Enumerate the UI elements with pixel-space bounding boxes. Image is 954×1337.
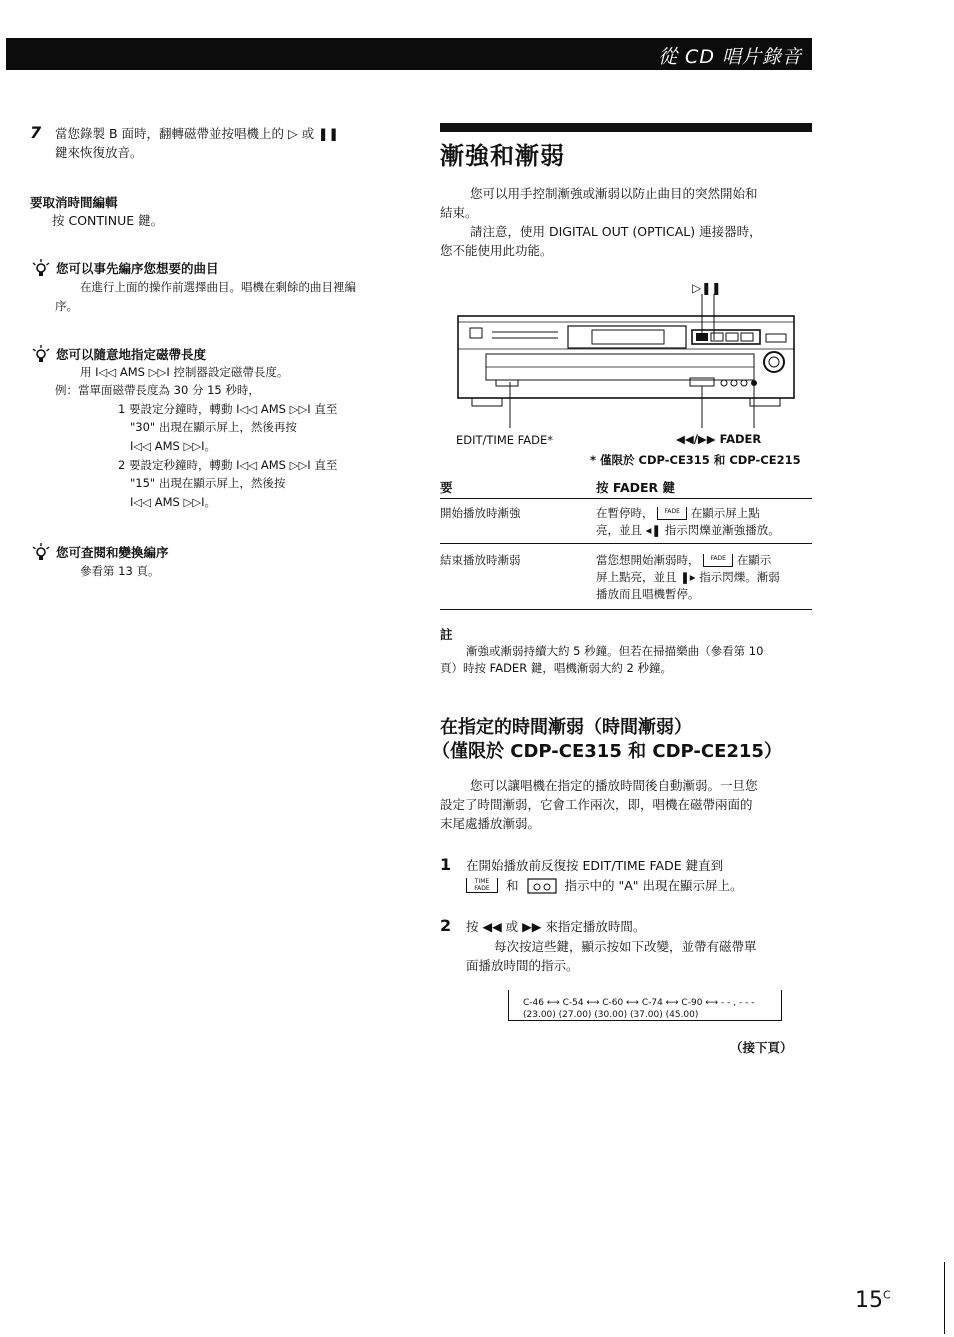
subsection-title-2: （僅限於 CDP-CE315 和 CDP-CE215） bbox=[432, 741, 782, 762]
note-title: 註 bbox=[440, 627, 453, 642]
fader-table-header-press: 按 FADER 鍵 bbox=[596, 480, 676, 495]
step-7-number: 7 bbox=[30, 123, 42, 142]
step-1-line1: 在開始播放前反復按 EDIT/TIME FADE 鍵直到 bbox=[466, 858, 724, 873]
table-row bbox=[440, 499, 812, 544]
step-2-number: 2 bbox=[440, 916, 452, 935]
subsection-line1: 您可以讓唱機在指定的播放時間後自動漸弱。一旦您 bbox=[470, 778, 758, 793]
fader-table-header bbox=[440, 478, 812, 499]
intro-line3: 請注意，使用 DIGITAL OUT (OPTICAL) 連接器時， bbox=[470, 224, 762, 239]
tip-2-s2b: "15" 出現在顯示屏上，然後按 bbox=[130, 476, 286, 490]
section-title: 從 CD 唱片錄音 bbox=[658, 46, 802, 68]
table-row-want: 開始播放時漸強 bbox=[440, 506, 521, 520]
table-row-text: 亮，並且 ◂❚ 指示閃爍並漸強播放。 bbox=[596, 523, 780, 537]
section-heading: 漸強和漸弱 bbox=[440, 142, 565, 170]
lightbulb-icon bbox=[30, 542, 52, 562]
page-number bbox=[855, 1288, 891, 1313]
tip-3-title: 您可查閱和變換編序 bbox=[56, 545, 169, 560]
step-7-line1: 當您錄製 B 面時，翻轉磁帶並按唱機上的 ▷ 或 ❚❚ bbox=[55, 126, 340, 141]
edit-time-fade-label: EDIT/TIME FADE* bbox=[456, 433, 553, 447]
step-2-line2: 每次按這些鍵，顯示按如下改變，並帶有磁帶單 bbox=[494, 939, 757, 954]
subsection-line3: 末尾處播放漸弱。 bbox=[440, 816, 541, 831]
tip-2-s1b: "30" 出現在顯示屏上，然後再按 bbox=[130, 420, 297, 434]
header-bar bbox=[6, 38, 812, 70]
tip-2 bbox=[30, 344, 206, 364]
table-row-text: 屏上點亮，並且 ❚▸ 指示閃爍。漸弱 bbox=[596, 570, 780, 584]
page-edge-line bbox=[944, 1262, 945, 1334]
step-1-number: 1 bbox=[440, 855, 452, 874]
tip-1-line2: 序。 bbox=[55, 299, 78, 313]
cancel-text: 按 CONTINUE 鍵。 bbox=[52, 213, 164, 228]
tip-2-s1a: 1 要設定分鐘時，轉動 I◁◁ AMS ▷▷I 直至 bbox=[118, 402, 338, 416]
cancel-title: 要取消時間編輯 bbox=[30, 195, 118, 210]
table-row-text: 在暫停時， bbox=[596, 506, 654, 520]
note-line1: 漸強或漸弱持續大約 5 秒鐘。但若在掃描樂曲（參看第 10 bbox=[466, 644, 764, 658]
table-row-text: 在顯示屏上點 bbox=[690, 506, 760, 520]
tip-1-title: 您可以事先編序您想要的曲目 bbox=[56, 261, 219, 276]
fade-indicator-icon: FADE bbox=[703, 554, 733, 567]
fade-indicator-icon: FADE bbox=[657, 507, 687, 520]
subsection-line2: 設定了時間漸弱，它會工作兩次，即，唱機在磁帶兩面的 bbox=[440, 797, 753, 812]
table-row bbox=[440, 544, 812, 610]
continued-label: （接下頁） bbox=[730, 1040, 793, 1055]
intro-paragraph bbox=[440, 184, 812, 260]
note-text bbox=[440, 643, 812, 677]
step-7-text bbox=[55, 124, 339, 162]
table-row-want: 結束播放時漸弱 bbox=[440, 553, 521, 567]
tape-sequence-box bbox=[508, 990, 782, 1021]
table-row-text: 在顯示 bbox=[736, 553, 772, 567]
table-row-press bbox=[596, 552, 812, 603]
tip-2-s1c: I◁◁ AMS ▷▷I。 bbox=[130, 439, 217, 453]
step-7-line2: 鍵來恢復放音。 bbox=[55, 145, 143, 160]
subsection-paragraph bbox=[440, 776, 812, 833]
step-1-line2 bbox=[466, 876, 743, 895]
tape-side-icon bbox=[527, 878, 557, 894]
step-2-line1: 按 ◀◀ 或 ▶▶ 來指定播放時間。 bbox=[466, 919, 646, 934]
fader-label: ◀◀/▶▶ FADER bbox=[676, 432, 762, 446]
section-rule bbox=[440, 123, 812, 132]
intro-line1: 您可以用手控制漸強或漸弱以防止曲目的突然開始和 bbox=[470, 186, 758, 201]
fader-table-header-want: 要 bbox=[440, 480, 453, 495]
tip-1 bbox=[30, 258, 219, 278]
play-pause-label: ▷❚❚ bbox=[692, 281, 722, 295]
tape-times: (23.00) (27.00) (30.00) (37.00) (45.00) bbox=[523, 1010, 699, 1020]
tip-2-s2a: 2 要設定秒鐘時，轉動 I◁◁ AMS ▷▷I 直至 bbox=[118, 458, 338, 472]
step-1-end: 指示中的 "A" 出現在顯示屏上。 bbox=[564, 878, 743, 893]
tip-2-line1: 用 I◁◁ AMS ▷▷I 控制器設定磁帶長度。 bbox=[80, 365, 289, 379]
lightbulb-icon bbox=[30, 258, 52, 278]
table-row-press bbox=[596, 505, 812, 539]
step-2-line3: 面播放時間的指示。 bbox=[466, 958, 579, 973]
tip-3 bbox=[30, 542, 169, 562]
fader-table bbox=[440, 478, 812, 610]
table-row-text: 播放而且唱機暫停。 bbox=[596, 587, 700, 601]
step-1-mid: 和 bbox=[506, 878, 519, 893]
tip-2-title: 您可以隨意地指定磁帶長度 bbox=[56, 347, 207, 362]
subsection-title-1: 在指定的時間漸弱（時間漸弱） bbox=[440, 717, 692, 738]
cd-player-diagram bbox=[440, 294, 812, 434]
page-number-value: 15 bbox=[855, 1288, 883, 1313]
tip-1-line1: 在進行上面的操作前選擇曲目。唱機在剩餘的曲目裡編 bbox=[80, 280, 356, 294]
step-2-desc bbox=[466, 937, 812, 975]
diagram-footnote: * 僅限於 CDP-CE315 和 CDP-CE215 bbox=[590, 453, 801, 467]
tape-sequence: C-46 ⟷ C-54 ⟷ C-60 ⟷ C-74 ⟷ C-90 ⟷ - - , - - - bbox=[509, 997, 754, 1009]
tip-2-s2c: I◁◁ AMS ▷▷I。 bbox=[130, 495, 217, 509]
intro-line4: 您不能使用此功能。 bbox=[440, 243, 553, 258]
table-row-text: 當您想開始漸弱時， bbox=[596, 553, 700, 567]
note-line2: 頁）時按 FADER 鍵，唱機漸弱大約 2 秒鐘。 bbox=[440, 661, 672, 675]
tip-2-line2: 例：當單面磁帶長度為 30 分 15 秒時， bbox=[55, 383, 260, 397]
page-number-suffix: C bbox=[883, 1288, 891, 1302]
lightbulb-icon bbox=[30, 344, 52, 364]
intro-line2: 結束。 bbox=[440, 205, 478, 220]
time-fade-icon: TIME FADE bbox=[466, 878, 498, 893]
tip-3-text: 參看第 13 頁。 bbox=[80, 564, 160, 578]
